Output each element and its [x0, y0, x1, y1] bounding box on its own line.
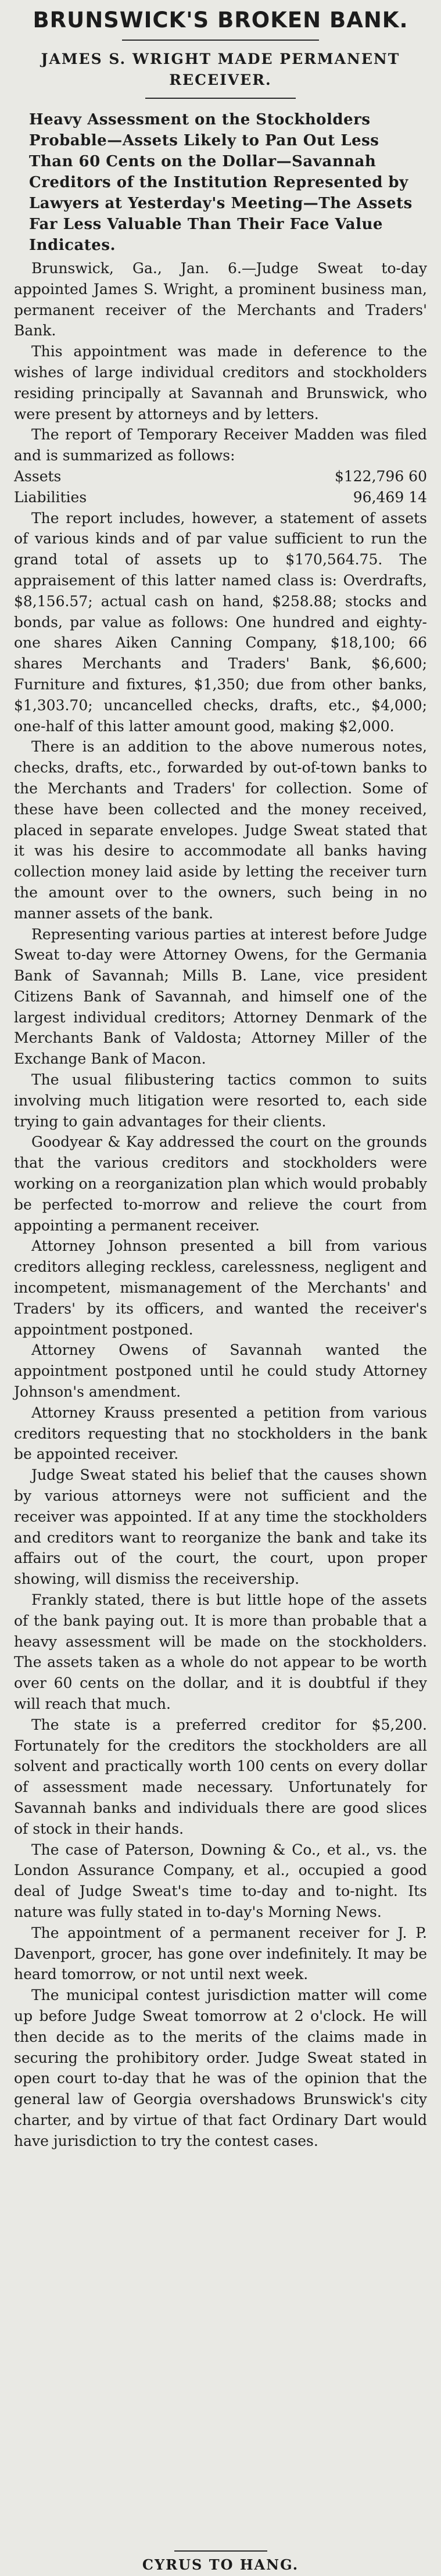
article-paragraph: This appointment was made in deference to the wishes of large individual creditors and stockholders residing principally at Savannah and Brunswick, who were present by attorneys and by letters.: [14, 343, 427, 423]
article-paragraph: Attorney Krauss presented a petition from various creditors requesting that no stockholders in the bank be appointed receiver.: [14, 1404, 427, 1463]
financial-value: $122,796 60: [334, 467, 427, 485]
financial-value: 96,469 14: [353, 488, 427, 506]
article-paragraph: The appointment of a permanent receiver for J. P. Davenport, grocer, has gone over indefinitely. It may be heard tomorrow, or not until next week.: [14, 1924, 427, 1983]
headline: BRUNSWICK'S BROKEN BANK.: [33, 8, 408, 33]
article-paragraph: Frankly stated, there is but little hope of the assets of the bank paying out. It is more than probable that a heavy assessment will be made on the stockholders. The assets taken as a whole do not appear to be worth over 60 cents on the dollar, and it is doubtful if they will reach that much.: [14, 1591, 427, 1712]
article-paragraph: The usual filibustering tactics common to suits involving much litigation were resorted to, each side trying to gain advantages for their clients.: [14, 1071, 427, 1130]
article-paragraph: The state is a preferred creditor for $5,200. Fortunately for the creditors the stockholders are all solvent and practically worth 100 cents on every dollar of assessment made necessary. Unfortunately for Savannah banks and individuals there are good slices of stock in their hands.: [14, 1716, 427, 1837]
next-article-headline: CYRUS TO HANG.: [142, 2556, 299, 2573]
deck: Heavy Assessment on the Stockholders Probable—Assets Likely to Pan Out Less Than 60 Cents on the Dollar—Savannah Creditors of the Institution Represented by Lawyers at Yesterday's Meeting—The Assets Far Less Valuable Than Their Face Value Indicates.: [29, 111, 413, 254]
article-paragraph: The report includes, however, a statement of assets of various kinds and of par value sufficient to run the grand total of assets up to $170,564.75. The appraisement of this latter named class is: Overdrafts, $8,156.57; actual cash on hand, $258.88; stocks and bonds, par value as follows: One hundred and eighty-one shares Aiken Canning Company, $18,100; 66 shares Merchants and Traders' Bank, $6,600; Furniture and fixtures, $1,350; due from other banks, $1,303.70; uncancelled checks, drafts, etc., $4,000; one-half of this latter amount good, making $2,000.: [14, 509, 427, 735]
article-paragraph: Attorney Johnson presented a bill from various creditors alleging reckless, carelessness, negligent and incompetent, mismanagement of the Merchants' and Traders' by its officers, and wanted the receiver's appointment postponed.: [14, 1237, 427, 1338]
article-paragraph: The municipal contest jurisdiction matter will come up before Judge Sweat tomorrow at 2 o'clock. He will then decide as to the merits of the claims made in securing the prohibitory order. Judge Sweat stated in open court to-day that he was of the opinion that the general law of Georgia overshadows Brunswick's city charter, and by virtue of that fact Ordinary Dart would have jurisdiction to try the contest cases.: [14, 1987, 427, 2149]
article-paragraph: Attorney Owens of Savannah wanted the appointment postponed until he could study Attorney Johnson's amendment.: [14, 1341, 427, 1401]
article-paragraph: The case of Paterson, Downing & Co., et al., vs. the London Assurance Company, et al., occupied a good deal of Judge Sweat's time to-day and to-night. Its nature was fully stated in to-day's Morning News.: [14, 1841, 427, 1920]
financial-row-assets: [14, 466, 427, 487]
section-rule: [174, 2550, 267, 2552]
subhead: JAMES S. WRIGHT MADE PERMANENT RECEIVER.: [41, 51, 400, 88]
article-paragraph: Representing various parties at interest before Judge Sweat to-day were Attorney Owens, for the Germania Bank of Savannah; Mills B. Lane, vice president Citizens Bank of Savannah, and himself one of the largest individual creditors; Attorney Denmark of the Merchants Bank of Valdosta; Attorney Miller of the Exchange Bank of Macon.: [14, 925, 427, 1068]
article-paragraph: There is an addition to the above numerous notes, checks, drafts, etc., forwarded by out-of-town banks to the Merchants and Traders' for collection. Some of these have been collected and the money received, placed in separate envelopes. Judge Sweat stated that it was his desire to accommodate all banks having collection money laid aside by letting the receiver turn the amount over to the owners, such being in no manner assets of the bank.: [14, 738, 427, 922]
article-paragraph: Brunswick, Ga., Jan. 6.—Judge Sweat to-day appointed James S. Wright, a prominent business man, permanent receiver of the Merchants and Traders' Bank.: [14, 260, 427, 339]
financial-label: Liabilities: [14, 488, 87, 506]
article-paragraph: Goodyear & Kay addressed the court on the grounds that the various creditors and stockholders were working on a reorganization plan which would probably be perfected to-morrow and relieve the court from appointing a permanent receiver.: [14, 1133, 427, 1234]
financial-row-liabilities: [14, 487, 427, 508]
financial-label: Assets: [14, 467, 62, 485]
article-paragraph: The report of Temporary Receiver Madden was filed and is summarized as follows:: [14, 426, 427, 464]
article-paragraph: Judge Sweat stated his belief that the causes shown by various attorneys were not sufficient and the receiver was appointed. If at any time the stockholders and creditors want to reorganize the bank and take its affairs out of the court, the court, upon proper showing, will dismiss the receivership.: [14, 1466, 427, 1588]
article-body: [14, 258, 427, 2152]
subhead-rule: [145, 98, 296, 99]
headline-rule: [122, 40, 319, 41]
